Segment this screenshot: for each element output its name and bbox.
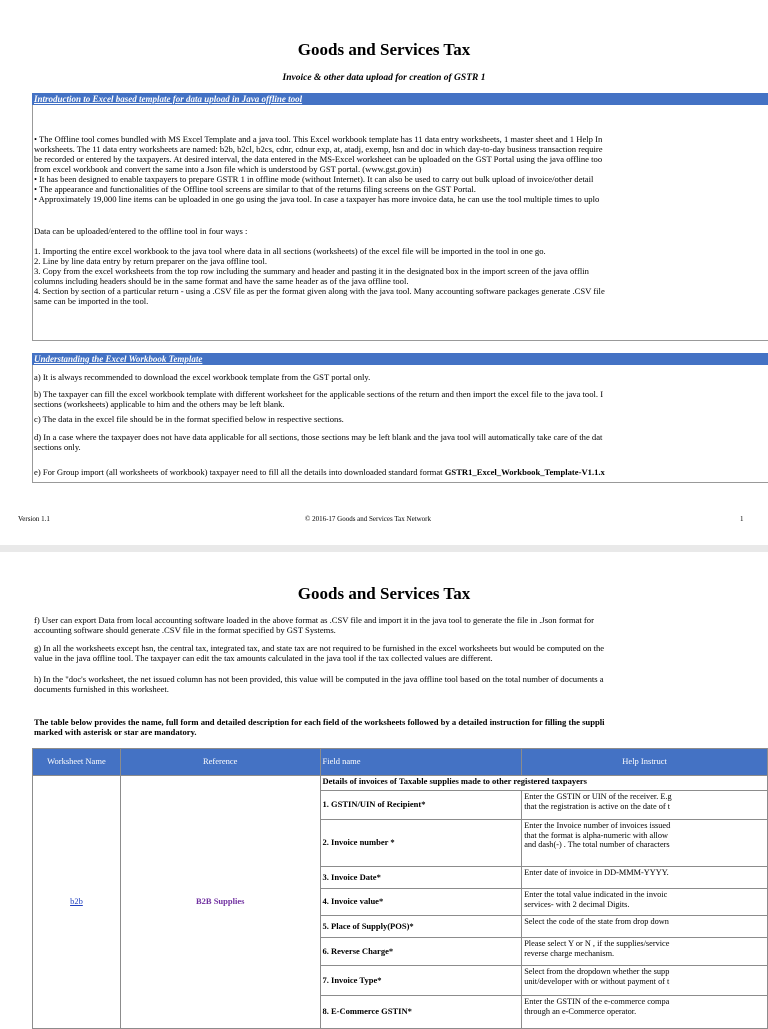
intro-section-banner: Introduction to Excel based template for data upload in Java offline tool — [32, 93, 768, 105]
table-row — [33, 776, 768, 791]
help-line: that the format is alpha-numeric with allow — [524, 830, 668, 840]
understanding-section-banner: Understanding the Excel Workbook Template — [32, 353, 768, 365]
field-name-cell: 2. Invoice number * — [320, 820, 522, 867]
text-line: sections (worksheets) applicable to him and the others may be left blank. — [34, 399, 285, 409]
template-filename: GSTR1_Excel_Workbook_Template-V1.1.x — [444, 467, 605, 477]
help-instruction-cell — [522, 820, 768, 867]
field-name-cell: 5. Place of Supply(POS)* — [320, 916, 522, 938]
field-name-cell: 3. Invoice Date* — [320, 867, 522, 889]
column-header: Field name — [320, 749, 522, 776]
reference-cell — [120, 776, 320, 1029]
reference-label: B2B Supplies — [195, 896, 245, 907]
help-line: Enter date of invoice in DD-MMM-YYYY. — [524, 868, 669, 877]
text-line: columns including headers should be in the same format and have the same header as of the java offline tool. — [34, 276, 409, 286]
help-line: Select the code of the state from drop down — [524, 917, 669, 926]
text-line: value in the java offline tool. The taxpayer can edit the tax amounts calculated in the java tool if the tax collected values are different. — [34, 653, 493, 663]
help-instruction-cell — [522, 791, 768, 820]
help-line: and dash(-) . The total number of characters — [524, 840, 670, 849]
help-instruction-cell — [522, 889, 768, 916]
page-title-2: Goods and Services Tax — [297, 584, 471, 603]
text-line: 2. Line by line data entry by return preparer on the java offline tool. — [34, 256, 267, 266]
text-line: h) In the "doc's worksheet, the net issued column has not been provided, this value will be computed in the java offline tool based on the total number of documents a — [34, 674, 604, 684]
help-line: Enter the GSTIN or UIN of the receiver. E.g — [524, 792, 672, 801]
column-header: Reference — [120, 749, 320, 776]
help-line: Enter the GSTIN of the e-commerce compa — [524, 997, 670, 1006]
text-line: worksheets. The 11 data entry worksheets are named: b2b, b2cl, b2cs, cdnr, cdnur exp, at, atadj, exemp, hsn and doc in which day-to-day business transaction require — [34, 144, 603, 154]
field-name-cell: 4. Invoice value* — [320, 889, 522, 916]
help-line: Please select Y or N , if the supplies/service — [524, 939, 670, 948]
help-instruction-cell — [522, 966, 768, 996]
help-line: Select from the dropdown whether the supp — [524, 967, 670, 976]
field-name-cell: 6. Reverse Charge* — [320, 938, 522, 966]
text-line: g) In all the worksheets except hsn, the central tax, integrated tax, and state tax are not required to be furnished in the excel worksheets but would be computed on the — [34, 643, 605, 653]
help-line: Enter the Invoice number of invoices issued — [524, 821, 671, 830]
text-line: documents furnished in this worksheet. — [34, 684, 169, 694]
text-line: • Approximately 19,000 line items can be uploaded in one go using the java tool. In case a taxpayer has more invoice data, he can use the tool multiple times to uplo — [34, 194, 600, 204]
page-subtitle: Invoice & other data upload for creation of GSTR 1 — [282, 73, 486, 83]
text-line: 3. Copy from the excel worksheets from the top row including the summary and header and pasting it in the designated box in the import screen of the java offlin — [34, 266, 589, 276]
help-line: Enter the total value indicated in the invoic — [524, 890, 668, 899]
help-instruction-cell — [522, 938, 768, 966]
help-line: reverse charge mechanism. — [524, 948, 615, 958]
help-instruction-cell — [522, 916, 768, 938]
page-title: Goods and Services Tax — [297, 40, 471, 59]
text-line: marked with asterisk or star are mandatory. — [34, 727, 197, 737]
help-line: that the registration is active on the date of t — [524, 801, 671, 811]
text-line: be recorded or entered by the taxpayers. At desired interval, the data entered in the MS-Excel worksheet can be uploaded on the GST Portal using the java offline too — [34, 154, 603, 164]
section-title-cell: Details of invoices of Taxable supplies made to other registered taxpayers — [320, 776, 767, 791]
text-line: from excel workbook and convert the same into a Json file which is understood by GST portal. (www.gst.gov.in) — [34, 164, 422, 174]
text-line: sections only. — [34, 442, 81, 452]
help-line: unit/developer with or without payment of t — [524, 976, 670, 986]
page-separator — [0, 545, 768, 552]
footer-version: Version 1.1 — [18, 515, 50, 523]
text-line: Data can be uploaded/entered to the offline tool in four ways : — [34, 226, 248, 236]
text-line: same can be imported in the tool. — [34, 296, 149, 306]
document-page-2 — [0, 552, 768, 1024]
text-line: 4. Section by section of a particular return - using a .CSV file as per the format given along with the java tool. Many accounting software packages generate .CSV file — [34, 286, 605, 296]
text-line: f) User can export Data from local accounting software loaded in the above format as .CSV file and import it in the java tool to generate the file in .Json format for — [34, 615, 594, 625]
field-name-cell: 7. Invoice Type* — [320, 966, 522, 996]
text-line: • The Offline tool comes bundled with MS Excel Template and a java tool. This Excel workbook template has 11 data entry worksheets, 1 master sheet and 1 Help In — [34, 134, 603, 144]
help-line: through an e-Commerce operator. — [524, 1006, 637, 1016]
field-name-cell: 8. E-Commerce GSTIN* — [320, 996, 522, 1029]
text-line: d) In a case where the taxpayer does not have data applicable for all sections, those sections may be left blank and the java tool will automatically take care of the dat — [34, 432, 603, 442]
text-line: b) The taxpayer can fill the excel workbook template with different worksheet for the applicable sections of the return and then import the excel file to the java tool. I — [34, 389, 604, 399]
worksheet-link-b2b[interactable]: b2b — [70, 896, 83, 907]
text-line: 1. Importing the entire excel workbook to the java tool where data in all sections (worksheets) of the excel file will be imported in the tool in one go. — [34, 246, 546, 256]
footer-copyright: © 2016-17 Goods and Services Tax Network — [305, 515, 432, 523]
column-header: Worksheet Name — [33, 749, 121, 776]
column-header: Help Instruct — [522, 749, 768, 776]
text-line: The table below provides the name, full form and detailed description for each field of the worksheets followed by a detailed instruction for filling the suppli — [34, 717, 605, 727]
text-line: a) It is always recommended to download the excel workbook template from the GST portal only. — [34, 372, 371, 382]
table-header-row — [33, 749, 768, 776]
help-instruction-cell — [522, 867, 768, 889]
field-description-table — [32, 748, 768, 1029]
text-line: accounting software should generate .CSV file in the format specified by GST Systems. — [34, 625, 336, 635]
help-line: services- with 2 decimal Digits. — [524, 899, 630, 909]
footer-page-number: 1 — [740, 515, 744, 523]
worksheet-cell — [33, 776, 121, 1029]
field-name-cell: 1. GSTIN/UIN of Recipient* — [320, 791, 522, 820]
item-e-text: e) For Group import (all worksheets of workbook) taxpayer need to fill all the details into downloaded standard format GSTR1_Excel_Workbook_Template-V1.1.x — [34, 467, 605, 477]
text-line: c) The data in the excel file should be in the format specified below in respective sections. — [34, 414, 344, 424]
text-line: • It has been designed to enable taxpayers to prepare GSTR 1 in offline mode (without Internet). It can also be used to carry out bulk upload of invoice/other detail — [34, 174, 594, 184]
understanding-section-box — [32, 365, 768, 483]
text-line: • The appearance and functionalities of the Offline tool screens are similar to that of the returns filing screens on the GST Portal. — [34, 184, 476, 194]
